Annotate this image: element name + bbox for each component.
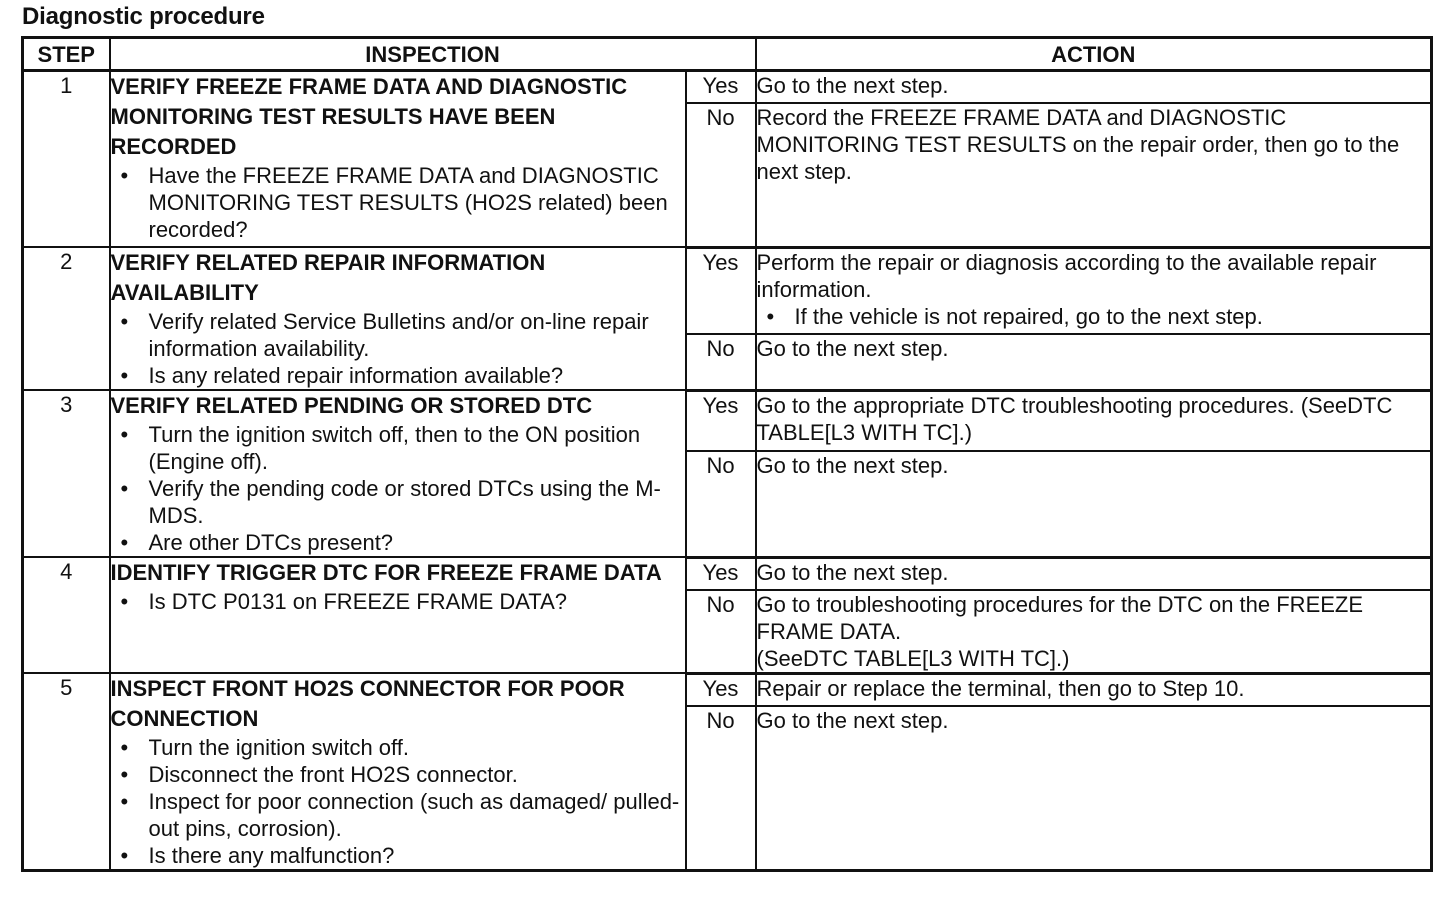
step-inspection [110, 557, 686, 673]
inspection-bullets [111, 421, 685, 556]
no-label: No [686, 334, 756, 391]
step-3-yes-row [23, 390, 1432, 451]
step-inspection [110, 71, 686, 248]
no-label: No [686, 706, 756, 871]
yes-action: Repair or replace the terminal, then go to Step 10. [756, 673, 1432, 706]
no-label: No [686, 451, 756, 558]
step-inspection [110, 390, 686, 557]
inspection-bullet: • Turn the ignition switch off, then to the ON position (Engine off). [149, 421, 685, 475]
table-header-row [23, 38, 1432, 71]
diagnostic-procedure-table [21, 36, 1433, 872]
action-bullet: • If the vehicle is not repaired, go to the next step. [795, 303, 1431, 330]
inspection-bullet: • Verify the pending code or stored DTCs using the M-MDS. [149, 475, 685, 529]
yes-action: Go to the next step. [756, 71, 1432, 104]
inspection-bullet: • Inspect for poor connection (such as damaged/ pulled-out pins, corrosion). [149, 788, 685, 842]
step-number: 4 [23, 557, 110, 673]
yes-action: Go to the appropriate DTC troubleshooting procedures. (SeeDTC TABLE[L3 WITH TC].) [756, 390, 1432, 451]
step-title: VERIFY RELATED PENDING OR STORED DTC [110, 393, 593, 418]
no-action: Record the FREEZE FRAME DATA and DIAGNOSTIC MONITORING TEST RESULTS on the repair order, then go to the next step. [756, 103, 1432, 247]
action-header: ACTION [756, 38, 1432, 71]
no-action: Go to the next step. [756, 706, 1432, 871]
yes-action-text: Perform the repair or diagnosis according to the available repair information. [756, 249, 1377, 302]
step-title: VERIFY FREEZE FRAME DATA AND DIAGNOSTIC MONITORING TEST RESULTS HAVE BEEN RECORDED [110, 74, 628, 159]
inspection-bullet: • Is DTC P0131 on FREEZE FRAME DATA? [149, 588, 685, 615]
yes-label: Yes [686, 71, 756, 104]
no-action [756, 590, 1432, 674]
inspection-bullets [111, 308, 685, 389]
yes-label: Yes [686, 247, 756, 334]
inspection-header: INSPECTION [110, 38, 756, 71]
inspection-bullets [111, 588, 685, 615]
step-number: 5 [23, 673, 110, 871]
no-action: Go to the next step. [756, 334, 1432, 391]
step-title: INSPECT FRONT HO2S CONNECTOR FOR POOR CONNECTION [110, 676, 625, 731]
inspection-bullet: • Is there any malfunction? [149, 842, 685, 869]
step-4-yes-row [23, 557, 1432, 590]
inspection-bullet: • Verify related Service Bulletins and/or on-line repair information availability. [149, 308, 685, 362]
step-number: 2 [23, 247, 110, 390]
inspection-bullet: • Turn the ignition switch off. [149, 734, 685, 761]
step-5-yes-row [23, 673, 1432, 706]
yes-label: Yes [686, 673, 756, 706]
yes-action [756, 247, 1432, 334]
inspection-bullet: • Have the FREEZE FRAME DATA and DIAGNOSTIC MONITORING TEST RESULTS (HO2S related) been recorded? [149, 162, 685, 243]
inspection-bullets [111, 162, 685, 243]
inspection-bullets [111, 734, 685, 869]
step-header: STEP [23, 38, 110, 71]
action-bullets [757, 303, 1431, 330]
no-action: Go to the next step. [756, 451, 1432, 558]
step-title: VERIFY RELATED REPAIR INFORMATION AVAILABILITY [110, 250, 546, 305]
step-2-yes-row [23, 247, 1432, 334]
step-number: 1 [23, 71, 110, 248]
page-title: Diagnostic procedure [22, 3, 265, 30]
no-action-text: Go to troubleshooting procedures for the DTC on the FREEZE FRAME DATA. [756, 591, 1364, 644]
no-action-reference: (SeeDTC TABLE[L3 WITH TC].) [756, 645, 1070, 671]
no-label: No [686, 590, 756, 674]
step-number: 3 [23, 390, 110, 557]
step-inspection [110, 673, 686, 871]
step-inspection [110, 247, 686, 390]
inspection-bullet: • Disconnect the front HO2S connector. [149, 761, 685, 788]
inspection-bullet: • Are other DTCs present? [149, 529, 685, 556]
yes-label: Yes [686, 390, 756, 451]
step-title: IDENTIFY TRIGGER DTC FOR FREEZE FRAME DATA [110, 560, 662, 585]
yes-action: Go to the next step. [756, 557, 1432, 590]
step-1-yes-row [23, 71, 1432, 104]
inspection-bullet: • Is any related repair information available? [149, 362, 685, 389]
yes-label: Yes [686, 557, 756, 590]
no-label: No [686, 103, 756, 247]
